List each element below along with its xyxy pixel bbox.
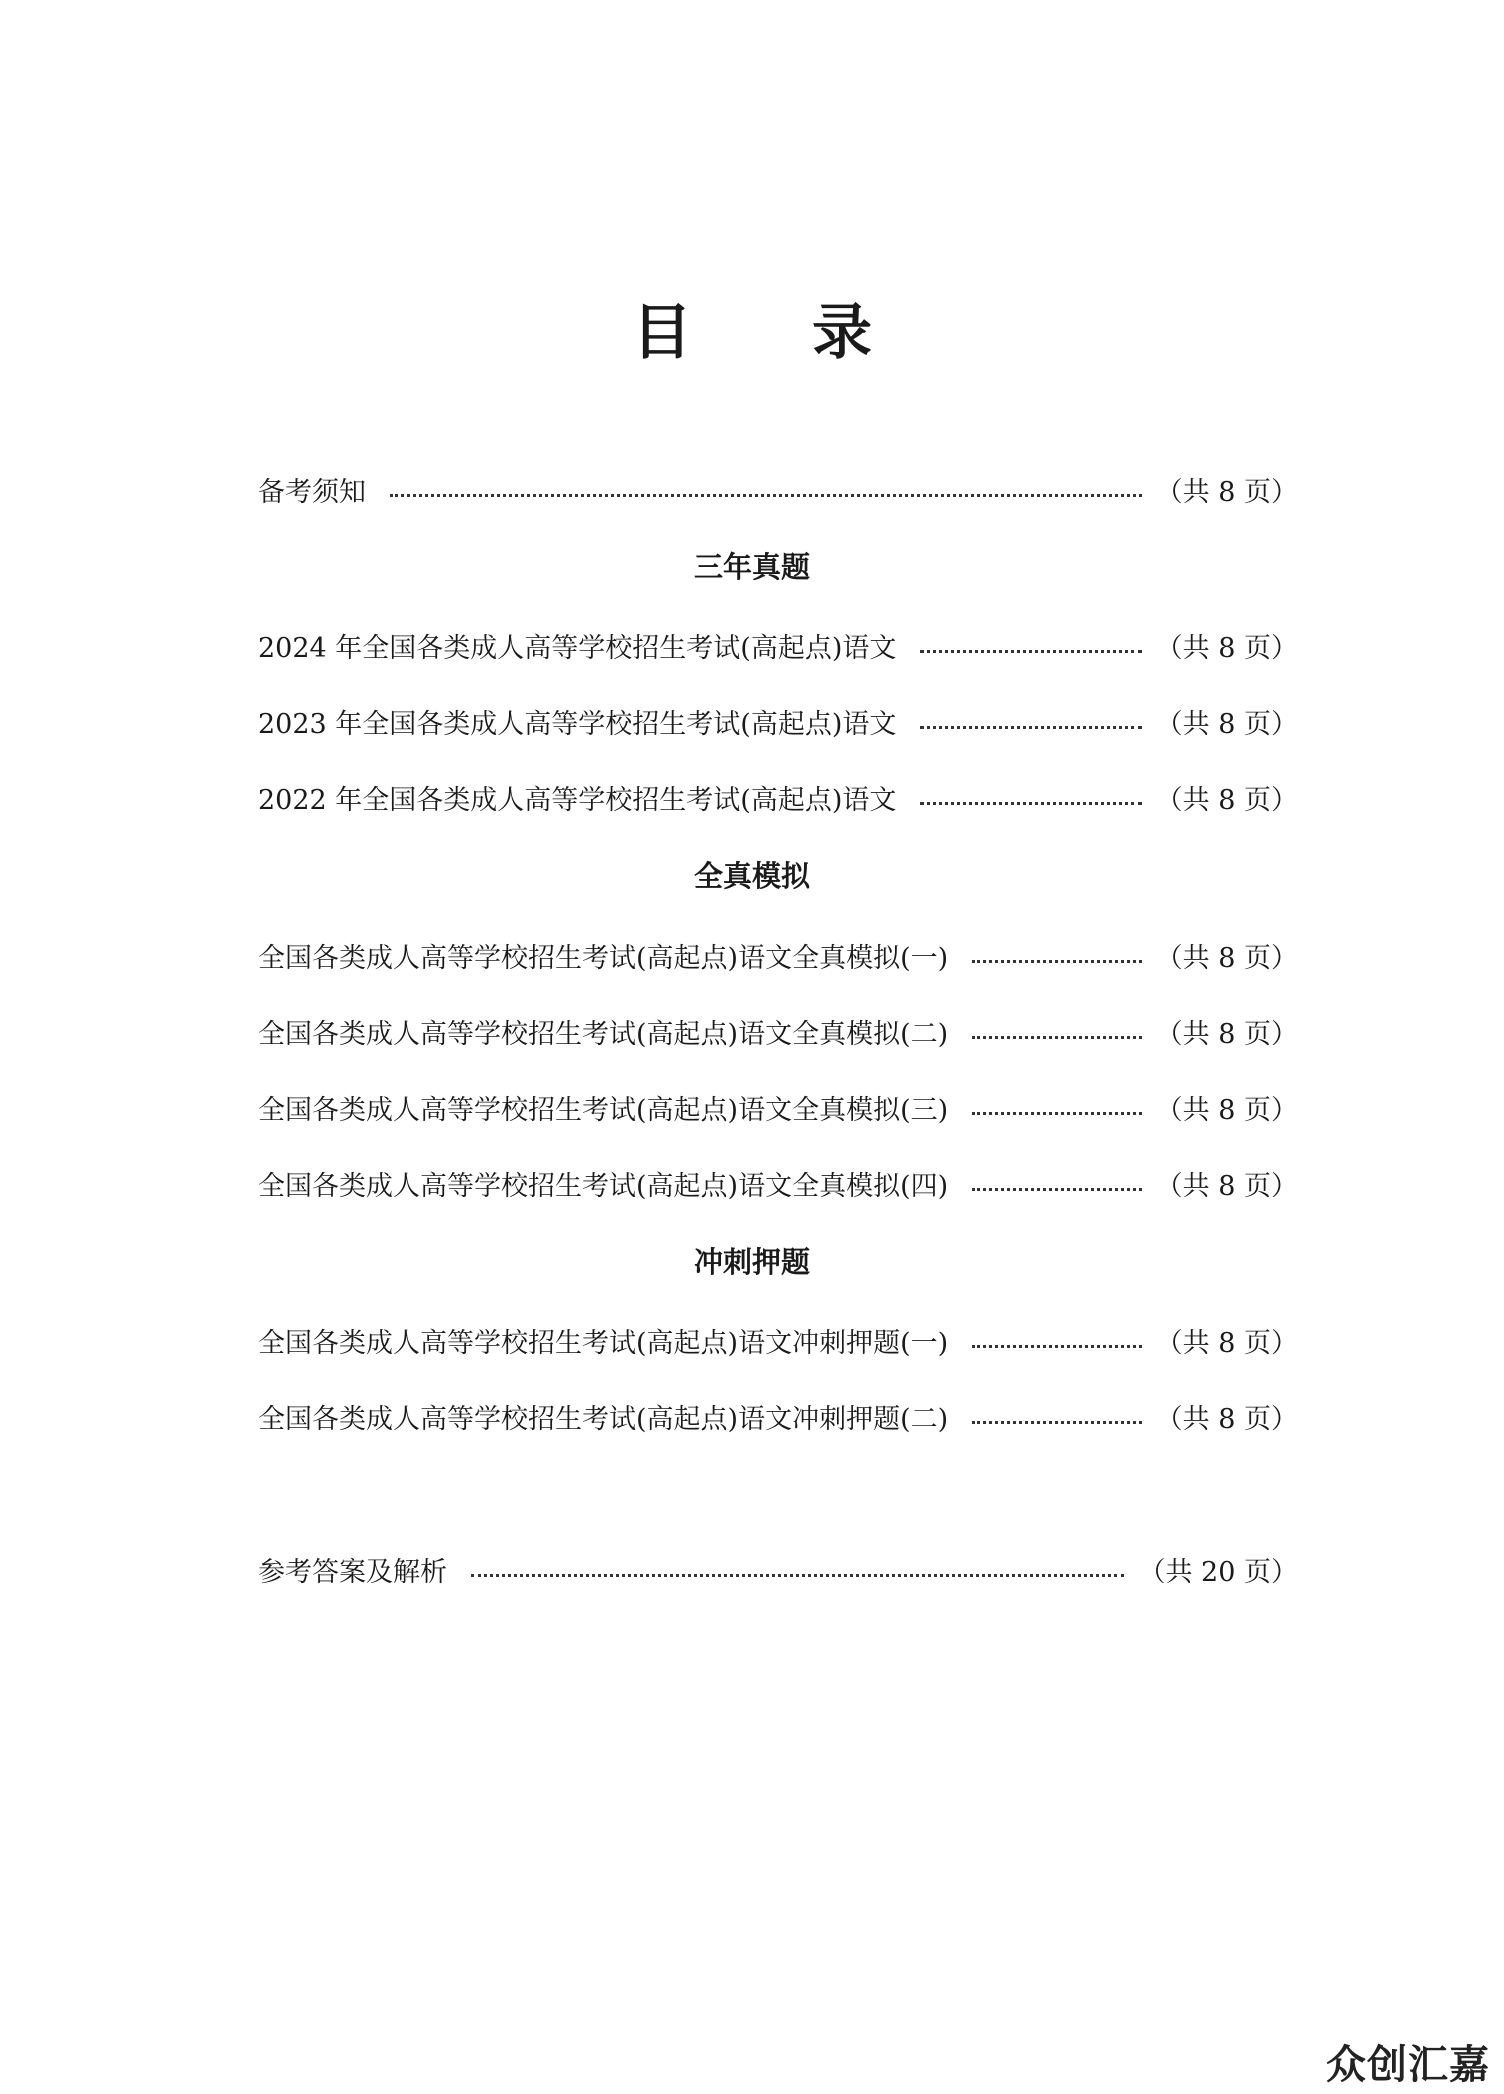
toc-entry-label: 2023 年全国各类成人高等学校招生考试(高起点)语文: [258, 708, 897, 740]
dot-leader: [920, 802, 1141, 805]
toc-entry-label: 全国各类成人高等学校招生考试(高起点)语文全真模拟(四): [258, 1170, 949, 1202]
toc-entry-pages: （共 8 页）: [1155, 1403, 1298, 1435]
toc-entry-pages: （共 8 页）: [1155, 476, 1298, 508]
dot-leader: [972, 1036, 1142, 1039]
dot-leader: [972, 1188, 1142, 1191]
toc-entry-pages: （共 8 页）: [1155, 942, 1298, 974]
toc-entry[interactable]: [258, 1163, 1298, 1203]
toc-entry-pages: （共 8 页）: [1155, 1170, 1298, 1202]
page-title: [0, 298, 1504, 368]
dot-leader: [471, 1574, 1124, 1577]
toc-entry-answers[interactable]: [258, 1549, 1298, 1589]
toc-entry-label: 2024 年全国各类成人高等学校招生考试(高起点)语文: [258, 632, 897, 664]
toc-entry[interactable]: [258, 777, 1298, 817]
section-heading-real-exams: 三年真题: [693, 550, 810, 584]
dot-leader: [920, 650, 1141, 653]
toc-entry-pages: （共 8 页）: [1155, 632, 1298, 664]
toc-entry-pages: （共 8 页）: [1155, 1018, 1298, 1050]
toc-entry-label: 全国各类成人高等学校招生考试(高起点)语文冲刺押题(二): [258, 1403, 949, 1435]
toc-entry-label: 2022 年全国各类成人高等学校招生考试(高起点)语文: [258, 784, 897, 816]
dot-leader: [920, 726, 1141, 729]
toc-entry[interactable]: [258, 625, 1298, 665]
dot-leader: [972, 960, 1142, 963]
toc-entry-label: 全国各类成人高等学校招生考试(高起点)语文全真模拟(三): [258, 1094, 949, 1126]
toc-entry-label: 参考答案及解析: [258, 1556, 447, 1588]
section-heading-mock-exams: 全真模拟: [693, 859, 810, 893]
toc-entry[interactable]: [258, 1396, 1298, 1436]
dot-leader: [972, 1421, 1142, 1424]
toc-entry[interactable]: [258, 701, 1298, 741]
watermark-logo: 众创汇嘉: [1326, 2042, 1490, 2088]
toc-entry-label: 全国各类成人高等学校招生考试(高起点)语文全真模拟(二): [258, 1018, 949, 1050]
dot-leader: [972, 1112, 1142, 1115]
toc-entry-label: 全国各类成人高等学校招生考试(高起点)语文全真模拟(一): [258, 942, 949, 974]
toc-entry-pages: （共 20 页）: [1138, 1556, 1298, 1588]
toc-entry-pages: （共 8 页）: [1155, 1327, 1298, 1359]
toc-entry-pages: （共 8 页）: [1155, 784, 1298, 816]
title-char-1: 目: [632, 298, 692, 368]
toc-entry-label: 全国各类成人高等学校招生考试(高起点)语文冲刺押题(一): [258, 1327, 949, 1359]
dot-leader: [390, 494, 1142, 497]
toc-entry[interactable]: [258, 1011, 1298, 1051]
toc-entry-pages: （共 8 页）: [1155, 1094, 1298, 1126]
section-heading-sprint-exams: 冲刺押题: [693, 1245, 810, 1279]
title-char-2: 录: [812, 298, 872, 368]
toc-entry[interactable]: [258, 1087, 1298, 1127]
toc-entry-pages: （共 8 页）: [1155, 708, 1298, 740]
toc-entry-label: 备考须知: [258, 476, 366, 508]
toc-entry[interactable]: [258, 1320, 1298, 1360]
toc-entry[interactable]: [258, 935, 1298, 975]
dot-leader: [972, 1345, 1142, 1348]
toc-entry-intro[interactable]: [258, 469, 1298, 509]
